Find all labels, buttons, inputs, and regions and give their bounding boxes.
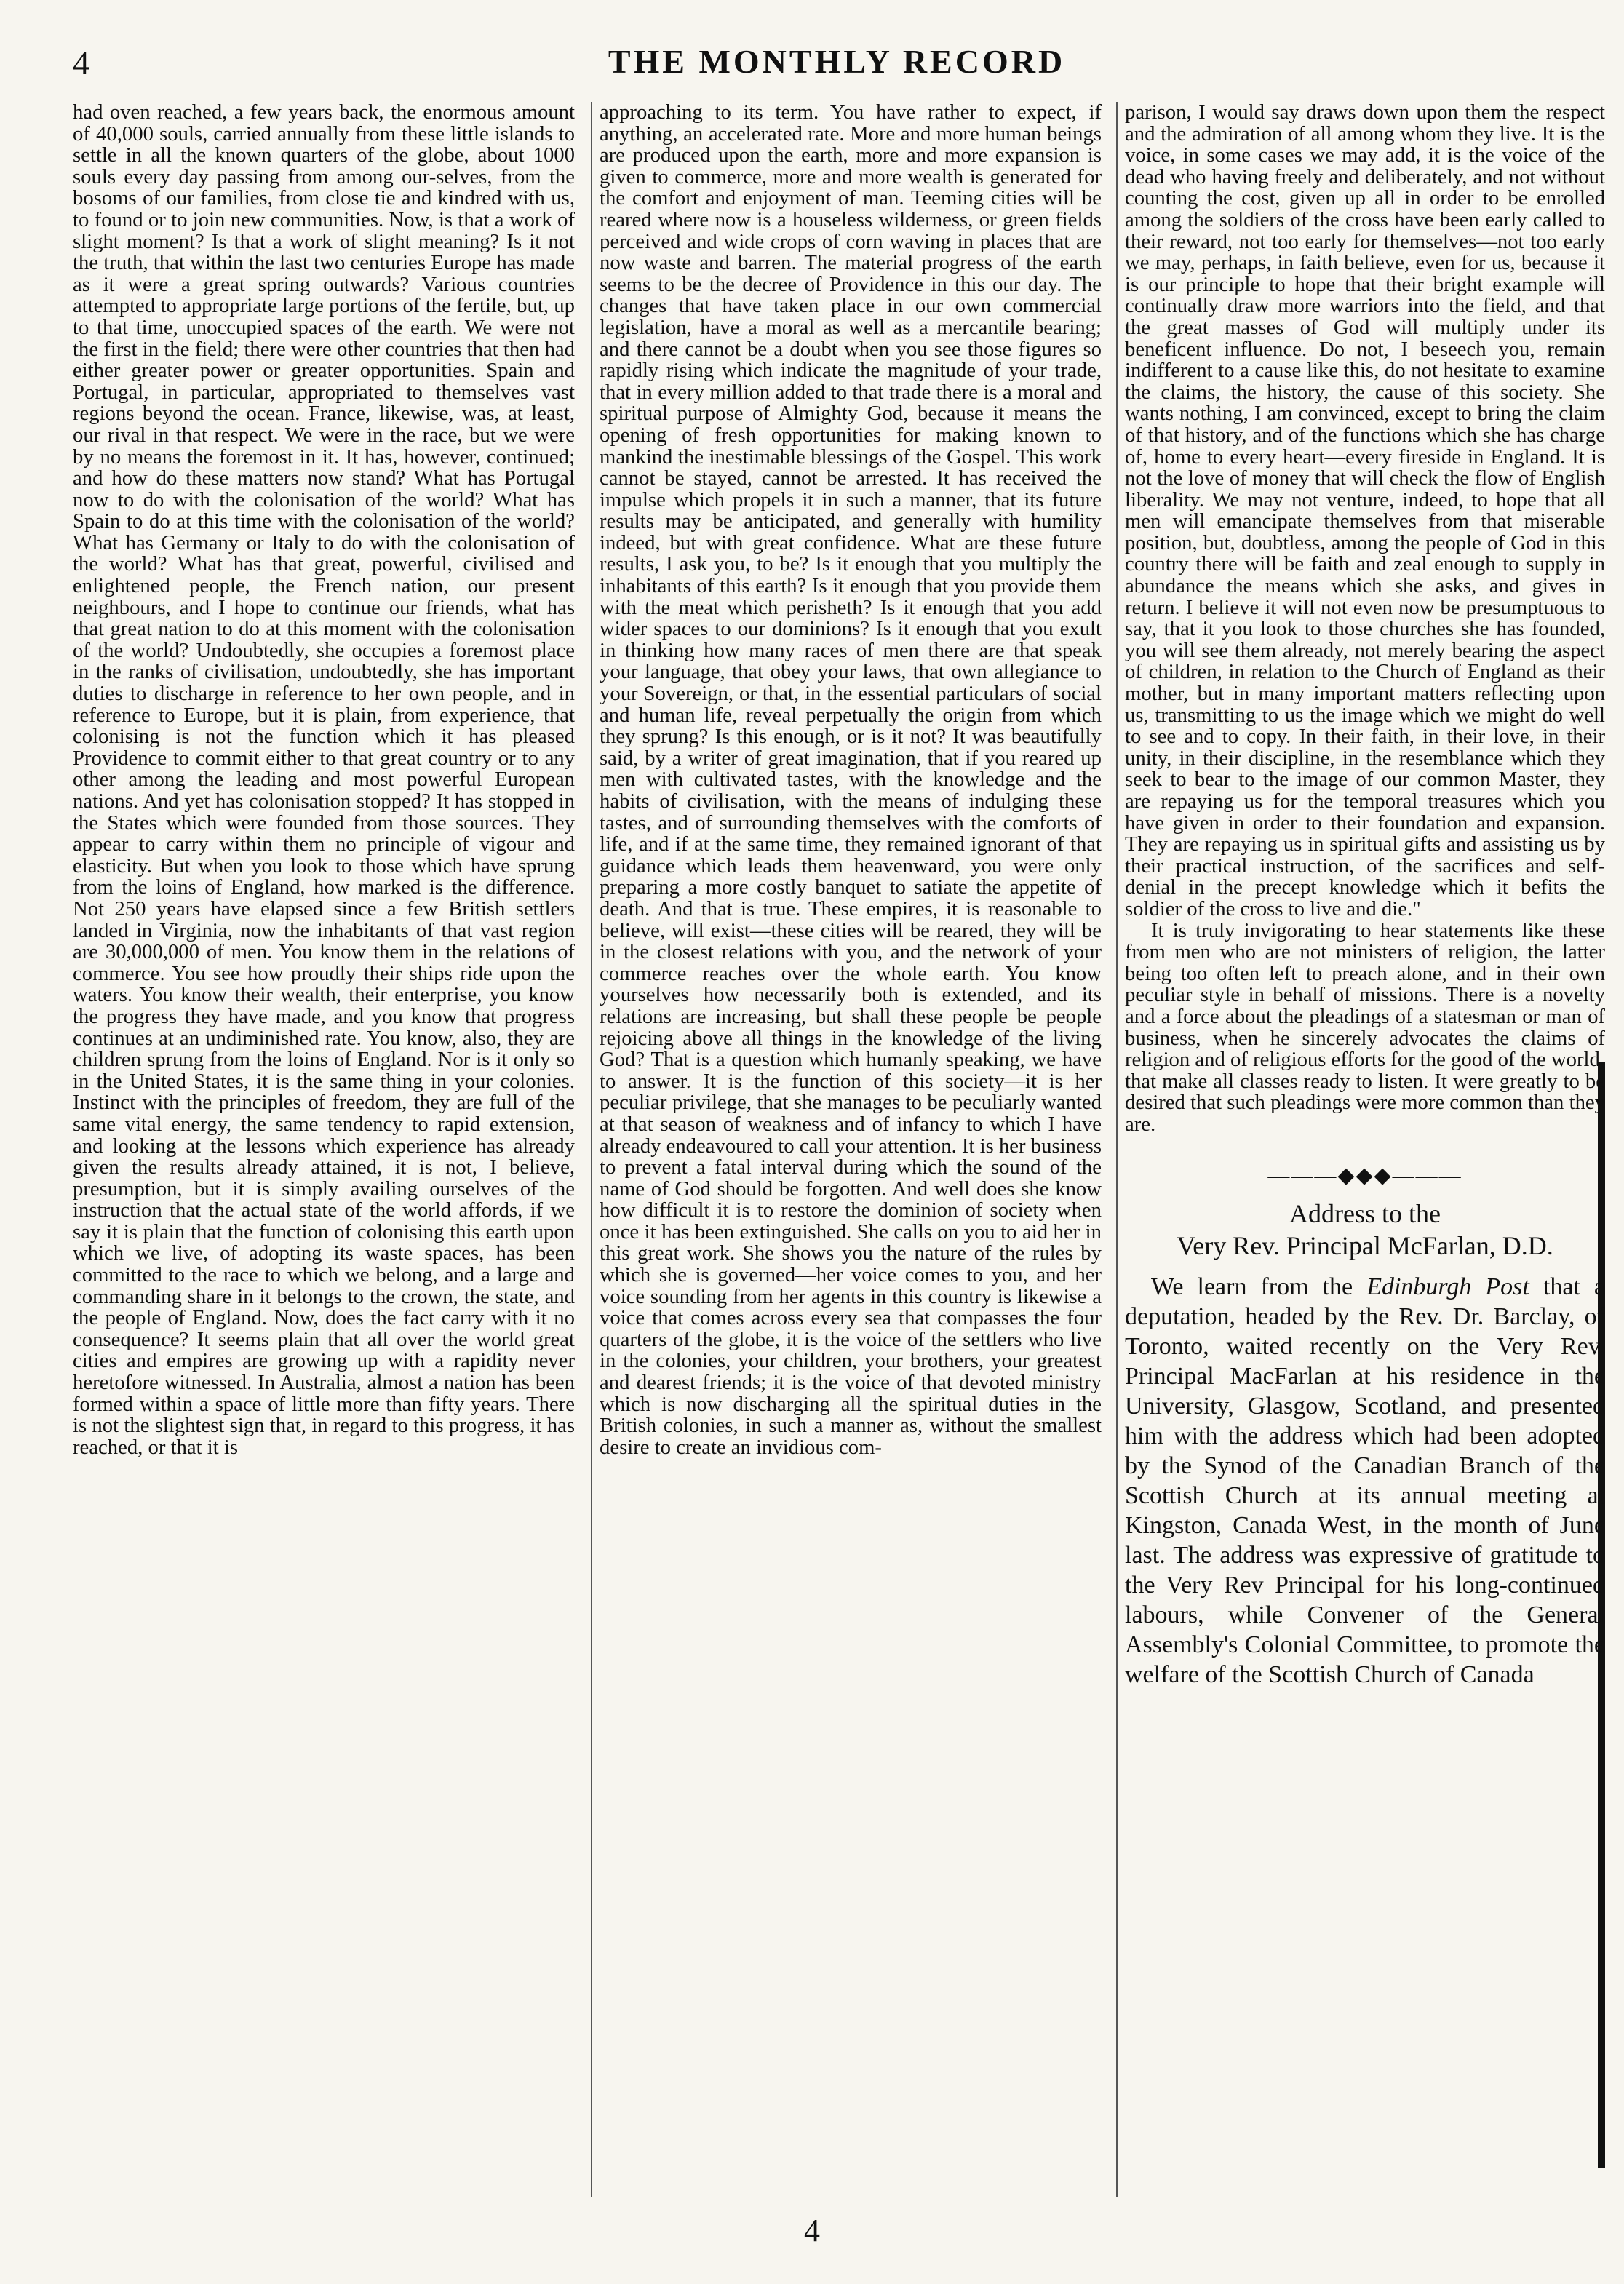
text-column-2 [600, 102, 1102, 2197]
paragraph: approaching to its term. You have rather to expect, if anything, an accelerated rate. More and more human beings are produced upon the earth, more and more expansion is given to commerce, more and more wealth is generated for the comfort and enjoyment of man. Teeming cities will be reared where now is a houseless wilderness, or green fields perceived and wide crops of corn waving in places that are now waste and barren. The material progress of the earth seems to be the decree of Providence in this our day. The changes that have taken place in our own commercial legislation, have a moral as well as a mercantile bearing; and there cannot be a doubt when you see those figures so rapidly rising which indicate the magnitude of your trade, that in every million added to that trade there is a moral and spiritual purpose of Almighty God, because it means the opening of fresh opportunities for making known to mankind the inestimable blessings of the Gospel. This work cannot be stayed, cannot be arrested. It has received the impulse which propels it in such a manner, that its future results may be anticipated, and generally with humility indeed, but with great confidence. What are these future results, I ask you, to be? Is it enough that you multiply the inhabitants of this earth? Is it enough that you provide them with the meat which perisheth? Is it enough that you add wider spaces to our dominions? Is it enough that you exult in thinking how many races of men there are that speak your language, that obey your laws, that own allegiance to your Sovereign, or that, in the essential particulars of social and human life, reveal perpetually the origin from which they sprung? Is this enough, or is it not? It was beautifully said, by a writer of great imagination, that if you reared up men with cultivated tastes, with the knowledge and the habits of civilisation, with the means of indulging these tastes, and of surrounding themselves with the comforts of life, and if at the same time, they remained ignorant of that guidance which leads them heavenward, you were only preparing a more costly banquet to satiate the appetite of death. And that is true. These empires, it is reasonable to believe, will exist—these cities will be reared, they will be in the closest relations with you, and the network of your commerce reaches over the whole earth. You know yourselves how necessarily both is extended, and its relations are increasing, but shall these people be people rejoicing above all things in the knowledge of the living God? That is a question which humanly speaking, we have to answer. It is the function of this society—it is her peculiar privilege, that she manages to be peculiarly wanted at that season of weakness and of infancy to which I have already endeavoured to call your attention. It is her business to prevent a fatal interval during which the sound of the name of God should be forgotten. And well does she know how difficult it is to restore the dominion of society when once it has been extinguished. She calls on you to aid her in this great work. She shows you the nature of the rules by which she is governed—her voice comes to you, and her voice sounding from her agents in this country is likewise a voice that comes across every sea that compasses the four quarters of the globe, it is the voice of the settlers who live in the colonies, your children, your brothers, your greatest and dearest friends; it is the voice of that devoted ministry which is now discharging all the spiritual duties in the British colonies, in such a manner as, without the smallest desire to create an invidious com- [600, 102, 1102, 1459]
section-title: Address to the [1289, 1199, 1441, 1229]
periodical-title: THE MONTHLY RECORD [608, 43, 1066, 80]
paragraph: had oven reached, a few years back, the enormous amount of 40,000 souls, carried annually from these little islands to settle in all the known quarters of the globe, about 1000 souls every day passing from among our-selves, from the bosoms of our families, from close tie and kindred with us, to found or to join new communities. Now, is that a work of slight moment? Is that a work of slight meaning? Is it not the truth, that within the last two centuries Europe has made as it were a great spring outwards? Various countries attempted to appropriate large portions of the fertile, but, up to that time, unoccupied spaces of the earth. We were not the first in the field; there were other countries that then had either greater power or greater opportunities. Spain and Portugal, in particular, appropriated to themselves vast regions beyond the ocean. France, likewise, was, at least, our rival in that respect. We were in the race, but we were by no means the foremost in it. It has, however, continued; and how do these matters now stand? What has Portugal now to do with the colonisation of the world? What has Spain to do at this time with the colonisation of the world? What has Germany or Italy to do with the colonisation of the world? What has that great, powerful, civilised and enlightened people, the French nation, our present neighbours, and I hope to continue our friends, what has that great nation to do at this moment with the colonisation of the world? Undoubtedly, she occupies a foremost place in the ranks of civilisation, undoubtedly, she has important duties to discharge in reference to her own people, and in reference to Europe, but it is plain, from experience, that colonising is not the function which it has pleased Providence to commit either to that great country or to any other among the leading and most powerful European nations. And yet has colonisation stopped? It has stopped in the States which were founded from those sources. They appear to carry within them no principle of vigour and elasticity. But when you look to those which have sprung from the loins of England, how marked is the difference. Not 250 years have elapsed since a few British settlers landed in Virginia, now the inhabitants of that vast region are 30,000,000 of men. You know them in the relations of commerce. You see how proudly their ships ride upon the waters. You know their wealth, their enterprise, you know the progress they have made, and you know that progress continues at an undiminished rate. You know, also, they are children sprung from the loins of England. Nor is it only so in the United States, it is the same thing in your colonies. Instinct with the principles of freedom, they are full of the same vital energy, the same tendency to rapid extension, and looking at the lessons which experience has already given the results already attained, it is not, I believe, presumption, but it is simply availing ourselves of the instruction that the actual state of the world affords, if we say it is plain that the function of colonising this earth upon which we live, of adopting its waste spaces, has been committed to the race to which we belong, and a large and commanding share in it belongs to the crown, the state, and the people of England. Now, does the fact carry with it no consequence? It seems plain that all over the world great cities and empires are growing up with a rapidity never heretofore witnessed. In Australia, almost a nation has been formed within a space of little more than fifty years. There is not the slightest sign that, in regard to this progress, it has reached, or that it is [73, 102, 575, 1459]
text-column-1 [73, 102, 575, 2197]
section-body-text: that a deputation, headed by the Rev. Dr. Barclay, of Toronto, waited recently on the Very Rev. Principal MacFarlan at his residence in the University, Glasgow, Scotland, and presented him with the address which had been adopted by the Synod of the Canadian Branch of the Scottish Church at its annual meeting at Kingston, Canada West, in the month of June last. The address was expressive of gratitude to the Very Rev Principal for his long-continued labours, while Convener of the General Assembly's Colonial Committee, to promote the welfare of the Scottish Church of Canada [1125, 1273, 1605, 1689]
page-header [73, 36, 1601, 87]
paragraph: parison, I would say draws down upon them the respect and the admiration of all among whom they live. It is the voice, in some cases we may add, it is the voice of the dead who having freely and deliberately, and not without counting the cost, given up all in order to be enrolled among the soldiers of the cross have been early called to their reward, not too early for themselves—not too early we may, perhaps, in faith believe, even for us, because it is our principle to hope that their bright example will continually draw more warriors into the field, and that the great masses of God will multiply under its beneficent influence. Do not, I beseech you, remain indifferent to a cause like this, do not hesitate to examine the claims, the history, the cause of this society. She wants nothing, I am convinced, except to bring the claim of that history, and of the functions which she has charge of, home to every heart—every fireside in England. It is not the love of money that will check the flow of English liberality. We may not venture, indeed, to hope that all men will emancipate themselves from that miserable position, but, doubtless, among the people of God in this country there will be faith and zeal enough to supply in abundance the means which she asks, and gives in return. I believe it will not even now be presumptuous to say, that it you look to those churches she has founded, you will see them already, not merely bearing the aspect of children, in relation to the Church of England as their mother, but in many important matters reflecting upon us, transmitting to us the image which we might do well to see and to copy. In their faith, in their love, in their unity, in their discipline, in the resemblance which they seek to bear to the image of our common Master, they are repaying us for the temporal treasures which you have given in order to their foundation and expansion. They are repaying us in spiritual gifts and assisting us by their practical instruction, of the sacrifices and self-denial in the precept knowledge which it befits the soldier of the cross to live and die." [1125, 102, 1605, 920]
section-divider: ———◆◆◆——— [1267, 1163, 1462, 1187]
column-rule [591, 102, 592, 2197]
column-rule [1116, 102, 1118, 2197]
paragraph: It is truly invigorating to hear statements like these from men who are not ministers of religion, the latter being too often left to preach alone, and in their own peculiar style in behalf of missions. There is a novelty and a force about the pleadings of a statesman or man of business, when he sincerely advocates the claims of religion and of religious efforts for the good of the world, that make all classes ready to listen. It were greatly to be desired that such pleadings were more common than they are. [1125, 918, 1605, 1136]
section-body [1125, 1272, 1605, 1690]
text-column-3 [1125, 102, 1605, 2197]
section-subtitle: Very Rev. Principal McFarlan, D.D. [1177, 1231, 1553, 1261]
newspaper-name: Edinburgh Post [1366, 1273, 1529, 1301]
section-body-lead: We learn from the [1151, 1273, 1353, 1301]
footer-page-number: 4 [804, 2213, 820, 2248]
header-page-number: 4 [73, 44, 89, 81]
